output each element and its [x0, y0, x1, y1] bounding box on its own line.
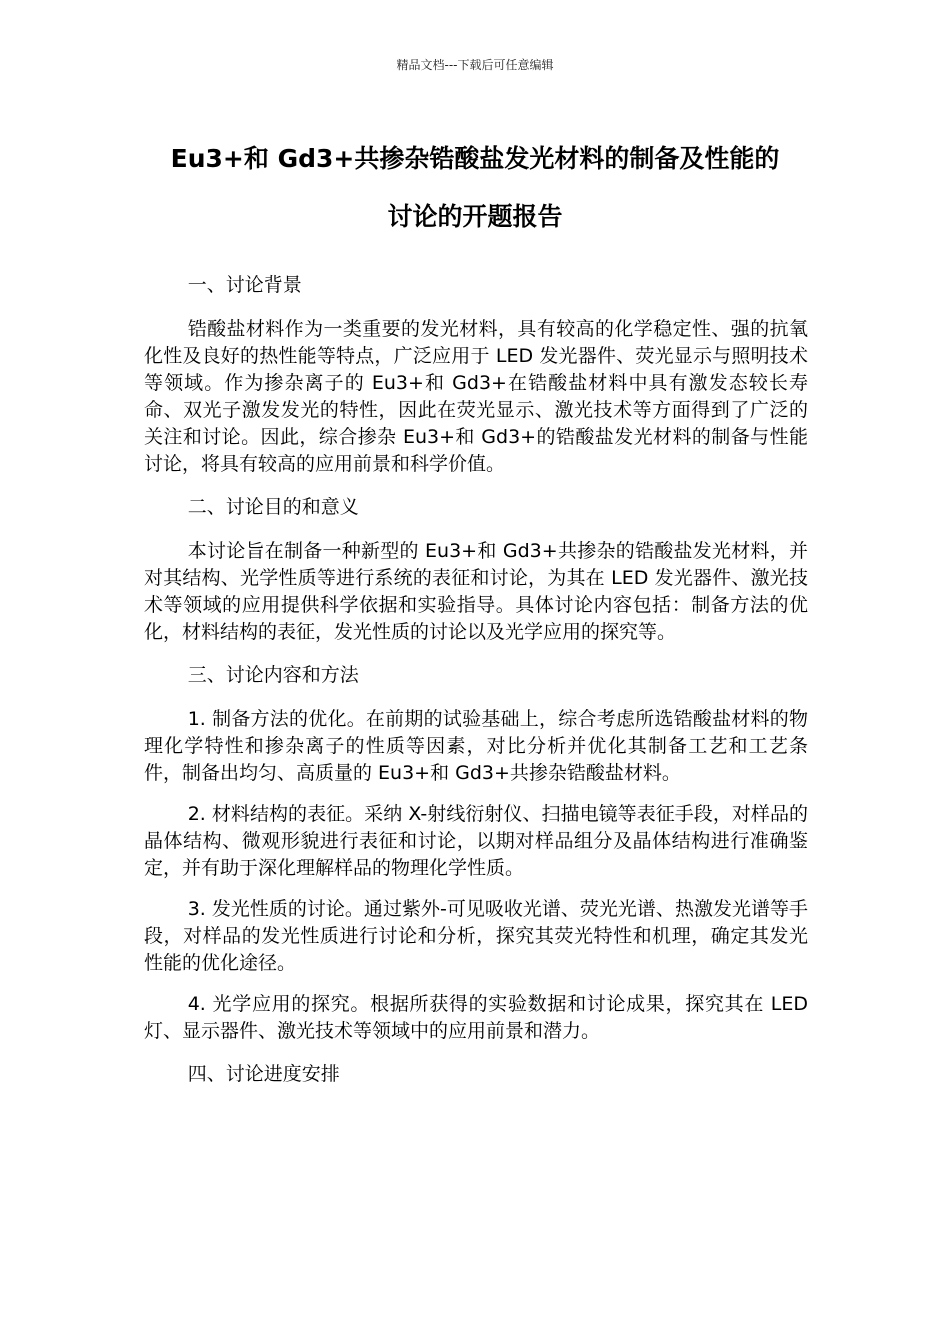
page-header-watermark: 精品文档---下载后可任意编辑 — [396, 58, 554, 72]
section-heading-background: 一、讨论背景 — [187, 274, 302, 296]
section-heading-purpose: 二、讨论目的和意义 — [187, 496, 359, 518]
paragraph-background: 锆酸盐材料作为一类重要的发光材料，具有较高的化学稳定性、强的抗氧化性及良好的热性能等特点，广泛应用于 LED 发光器件、荧光显示与照明技术等领域。作为掺杂离子的 Eu3+和 Gd3+在锆酸盐材料中具有激发态较长寿命、双光子激发发光的特性，因此在荧光显示、激光技术等方面得到了广泛的关注和讨论。因此，综合掺杂 Eu3+和 Gd3+的锆酸盐发光材料的制备与性能讨论，将具有较高的应用前景和科学价值。 — [144, 318, 808, 475]
section-heading-schedule: 四、讨论进度安排 — [187, 1063, 340, 1085]
list-item-application: 4. 光学应用的探究。根据所获得的实验数据和讨论成果，探究其在 LED 灯、显示器件、激光技术等领域中的应用前景和潜力。 — [144, 993, 808, 1042]
document-title — [130, 130, 820, 246]
document-body — [144, 270, 808, 1105]
list-item-luminescence: 3. 发光性质的讨论。通过紫外-可见吸收光谱、荧光光谱、热激发光谱等手段，对样品的发光性质进行讨论和分析，探究其荧光特性和机理，确定其发光性能的优化途径。 — [144, 898, 808, 974]
document-title-line1: Eu3+和 Gd3+共掺杂锆酸盐发光材料的制备及性能的 — [170, 144, 780, 173]
list-item-preparation: 1. 制备方法的优化。在前期的试验基础上，综合考虑所选锆酸盐材料的物理化学特性和掺杂离子的性质等因素，对比分析并优化其制备工艺和工艺条件，制备出均匀、高质量的 Eu3+和 Gd3+共掺杂锆酸盐材料。 — [144, 708, 808, 784]
section-heading-content-methods: 三、讨论内容和方法 — [187, 664, 359, 686]
list-item-structure: 2. 材料结构的表征。采纳 X-射线衍射仪、扫描电镜等表征手段，对样品的晶体结构、微观形貌进行表征和讨论，以期对样品组分及晶体结构进行准确鉴定，并有助于深化理解样品的物理化学性质。 — [144, 803, 808, 879]
paragraph-purpose: 本讨论旨在制备一种新型的 Eu3+和 Gd3+共掺杂的锆酸盐发光材料，并对其结构、光学性质等进行系统的表征和讨论，为其在 LED 发光器件、激光技术等领域的应用提供科学依据和实验指导。具体讨论内容包括：制备方法的优化，材料结构的表征，发光性质的讨论以及光学应用的探究等。 — [144, 540, 808, 643]
document-title-line2: 讨论的开题报告 — [387, 202, 563, 231]
